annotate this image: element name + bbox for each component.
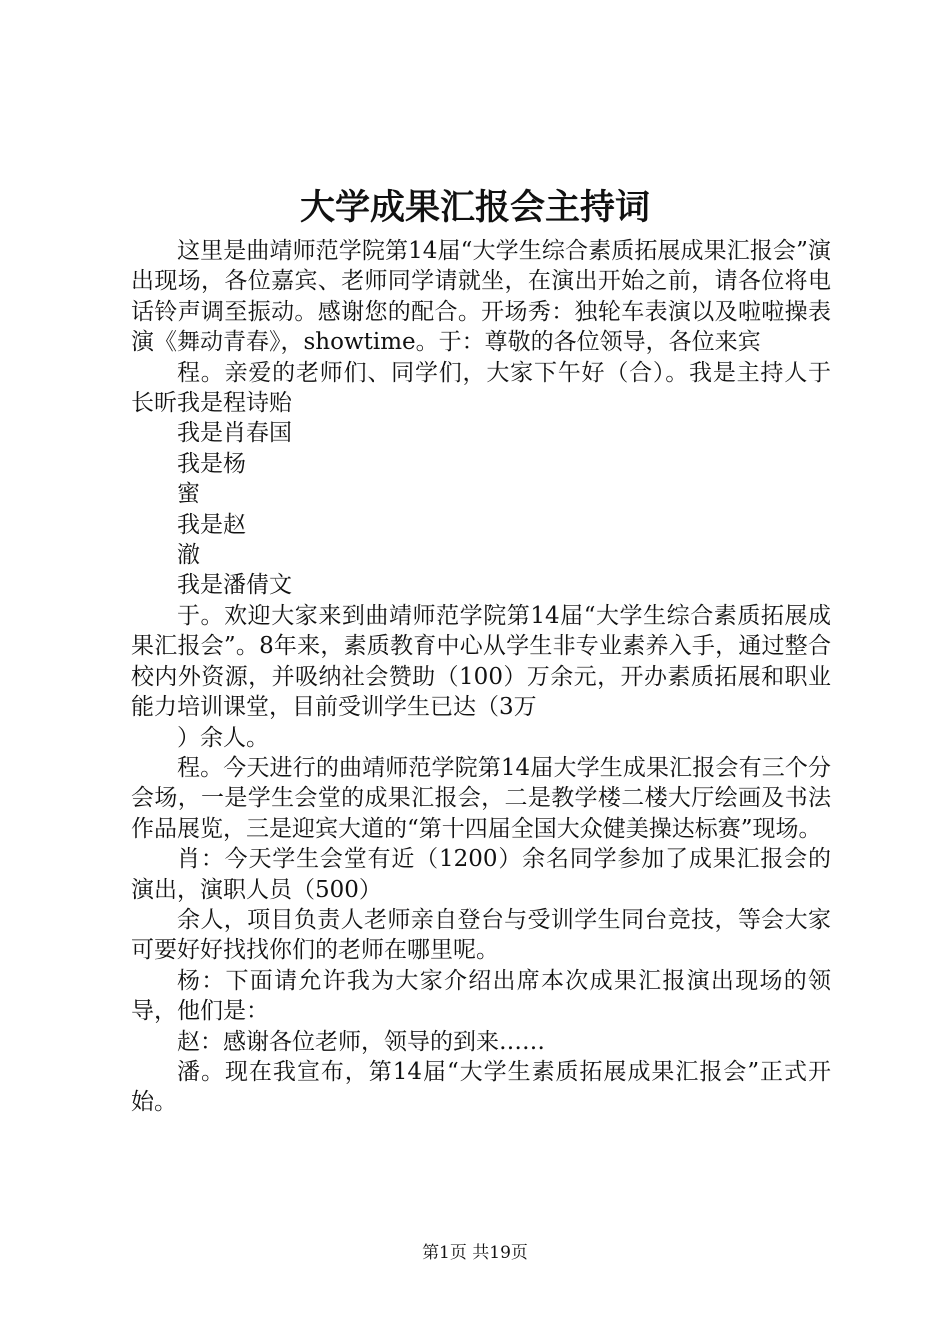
paragraph: 我是肖春国 [177,420,292,447]
document-body [131,236,831,1118]
paragraph: 赵：感谢各位老师，领导的到来…… [177,1028,545,1055]
paragraph: ）余人。 [177,724,269,751]
paragraph: 余人，项目负责人老师亲自登台与受训学生同台竞技，等会大家可要好好找找你们的老师在哪里呢。 [131,906,831,964]
page-footer: 第1页 共19页 [422,1243,528,1263]
paragraph: 程。今天进行的曲靖师范学院第14届大学生成果汇报会有三个分会场，一是学生会堂的成果汇报会，二是教学楼二楼大厅绘画及书法作品展览，三是迎宾大道的“第十四届全国大众健美操达标赛”现场。 [131,754,831,842]
document-title: 大学成果汇报会主持词 [299,187,650,228]
paragraph: 杨：下面请允许我为大家介绍出席本次成果汇报演出现场的领导，他们是： [131,967,831,1025]
paragraph: 蜜 [177,481,200,508]
paragraph: 程。亲爱的老师们、同学们，大家下午好（合）。我是主持人于长昕我是程诗贻 [131,359,831,417]
paragraph: 我是潘倩文 [177,572,292,599]
paragraph: 澈 [177,542,200,569]
paragraph: 肖：今天学生会堂有近（1200）余名同学参加了成果汇报会的演出，演职人员（500） [131,846,831,903]
paragraph: 潘。现在我宣布，第14届“大学生素质拓展成果汇报会”正式开始。 [131,1058,831,1116]
paragraph: 我是杨 [177,450,246,477]
paragraph: 于。欢迎大家来到曲靖师范学院第14届“大学生综合素质拓展成果汇报会”。8年来，素质教育中心从学生非专业素养入手，通过整合校内外资源，并吸纳社会赞助（100）万余元，开办素质拓展和职业能力培训课堂，目前受训学生已达（3万 [131,602,831,721]
paragraph: 这里是曲靖师范学院第14届“大学生综合素质拓展成果汇报会”演出现场，各位嘉宾、老师同学请就坐，在演出开始之前，请各位将电话铃声调至振动。感谢您的配合。开场秀：独轮车表演以及啦啦操表演《舞动青春》，showtime。于：尊敬的各位领导，各位来宾 [131,238,831,356]
paragraph: 我是赵 [177,511,246,538]
